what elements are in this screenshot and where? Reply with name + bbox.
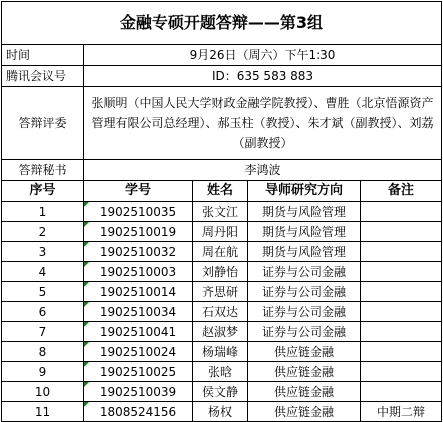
schedule-table: [1, 1, 442, 422]
table-row: [2, 342, 442, 362]
row-index: 7: [2, 322, 84, 342]
row-index: 2: [2, 222, 84, 242]
meeting-label: 腾讯会议号: [2, 66, 84, 87]
table-row: [2, 362, 442, 382]
student-id: 1902510003: [84, 262, 193, 282]
row-note: 中期二辩: [361, 402, 442, 422]
student-name: 赵淑梦: [193, 322, 248, 342]
time-label: 时间: [2, 45, 84, 66]
advisor-direction: 供应链金融: [248, 382, 361, 402]
table-row: [2, 222, 442, 242]
row-index: 6: [2, 302, 84, 322]
advisor-direction: 期货与风险管理: [248, 202, 361, 222]
student-name: 杨瑞峰: [193, 342, 248, 362]
student-name: 侯文静: [193, 382, 248, 402]
header-direction: 导师研究方向: [248, 181, 361, 202]
row-index: 8: [2, 342, 84, 362]
advisor-direction: 证券与公司金融: [248, 322, 361, 342]
row-note: [361, 322, 442, 342]
student-name: 石双达: [193, 302, 248, 322]
student-name: 杨权: [193, 402, 248, 422]
student-name: 周丹阳: [193, 222, 248, 242]
student-id: 1902510014: [84, 282, 193, 302]
student-name: 刘静怡: [193, 262, 248, 282]
student-name: 张晗: [193, 362, 248, 382]
student-id: 1902510024: [84, 342, 193, 362]
advisor-direction: 期货与风险管理: [248, 222, 361, 242]
row-note: [361, 222, 442, 242]
row-index: 3: [2, 242, 84, 262]
student-id: 1902510034: [84, 302, 193, 322]
header-name: 姓名: [193, 181, 248, 202]
row-note: [361, 282, 442, 302]
row-index: 4: [2, 262, 84, 282]
header-student-id: 学号: [84, 181, 193, 202]
table-row: [2, 382, 442, 402]
row-index: 10: [2, 382, 84, 402]
row-index: 9: [2, 362, 84, 382]
student-name: 周在航: [193, 242, 248, 262]
student-id: 1902510032: [84, 242, 193, 262]
row-index: 11: [2, 402, 84, 422]
row-note: [361, 302, 442, 322]
row-note: [361, 202, 442, 222]
row-note: [361, 382, 442, 402]
row-note: [361, 242, 442, 262]
student-id: 1902510041: [84, 322, 193, 342]
table-row: [2, 302, 442, 322]
student-id: 1808524156: [84, 402, 193, 422]
page-title: 金融专硕开题答辩——第3组: [2, 2, 442, 45]
time-value: 9月26日（周六）下午1:30: [84, 45, 442, 66]
table-row: [2, 202, 442, 222]
row-index: 1: [2, 202, 84, 222]
schedule-sheet: [1, 1, 441, 422]
student-id: 1902510039: [84, 382, 193, 402]
meeting-id: ID：635 583 883: [84, 66, 442, 87]
panel-label: 答辩评委: [2, 87, 84, 160]
table-row: [2, 322, 442, 342]
table-row: [2, 242, 442, 262]
advisor-direction: 证券与公司金融: [248, 302, 361, 322]
table-row: [2, 282, 442, 302]
secretary-label: 答辩秘书: [2, 160, 84, 181]
advisor-direction: 供应链金融: [248, 362, 361, 382]
student-name: 齐思研: [193, 282, 248, 302]
advisor-direction: 供应链金融: [248, 402, 361, 422]
table-header: [2, 181, 442, 202]
row-note: [361, 342, 442, 362]
advisor-direction: 证券与公司金融: [248, 282, 361, 302]
advisor-direction: 供应链金融: [248, 342, 361, 362]
table-row: [2, 262, 442, 282]
panel-members: 张顺明（中国人民大学财政金融学院教授）、曹胜（北京悟源资产管理有限公司总经理）、郝玉柱（教授）、朱才斌（副教授）、刘荔（副教授）: [84, 87, 442, 160]
table-row: [2, 402, 442, 422]
header-note: 备注: [361, 181, 442, 202]
advisor-direction: 证券与公司金融: [248, 262, 361, 282]
row-index: 5: [2, 282, 84, 302]
secretary-name: 李鸿波: [84, 160, 442, 181]
student-id: 1902510019: [84, 222, 193, 242]
student-name: 张文江: [193, 202, 248, 222]
header-index: 序号: [2, 181, 84, 202]
row-note: [361, 262, 442, 282]
student-id: 1902510035: [84, 202, 193, 222]
student-id: 1902510025: [84, 362, 193, 382]
row-note: [361, 362, 442, 382]
advisor-direction: 期货与风险管理: [248, 242, 361, 262]
